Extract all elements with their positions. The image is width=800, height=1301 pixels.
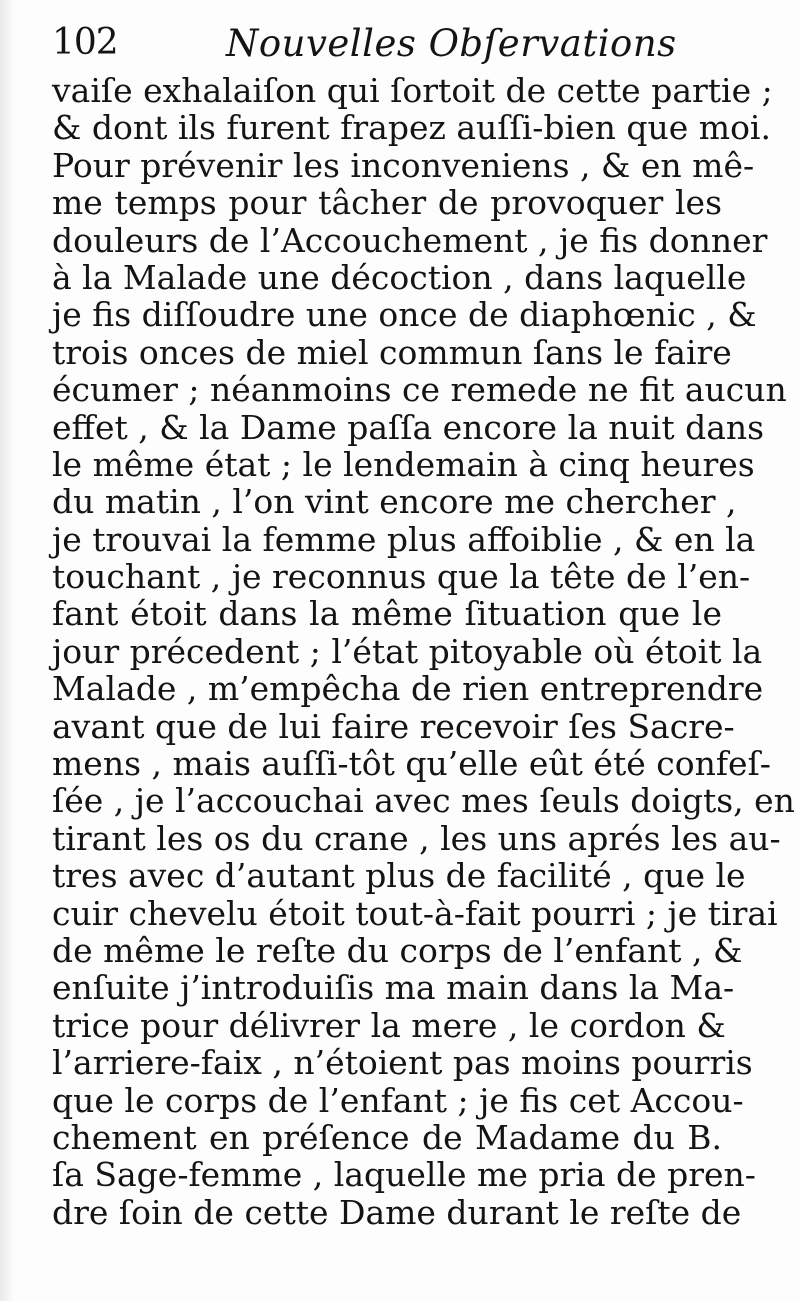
text-line: chement en préſence de Madame du B. xyxy=(52,1117,722,1157)
text-line: Pour prévenir les inconveniens , & en mê- xyxy=(52,145,755,185)
text-line: vaiſe exhalaiſon qui ſortoit de cette partie ; xyxy=(52,71,773,110)
page-number: 102 xyxy=(52,22,118,63)
text-line: mens , mais auſſi-tôt qu’elle eût été confeſ- xyxy=(52,744,771,784)
text-line: touchant , je reconnus que la tête de l’en- xyxy=(52,557,751,597)
text-line: cuir chevelu étoit tout-à-fait pourri ; je tirai xyxy=(52,893,778,933)
text-line: Malade , m’empêcha de rien entreprendre xyxy=(52,669,764,709)
text-line: me temps pour tâcher de provoquer les xyxy=(52,183,722,223)
text-line: tres avec d’autant plus de facilité , que le xyxy=(52,856,746,896)
page-header xyxy=(52,22,772,74)
text-line: enſuite j’introduiſis ma main dans la Ma- xyxy=(52,968,735,1008)
text-line: jour précedent ; l’état pitoyable où étoit la xyxy=(52,631,763,671)
body-text xyxy=(52,71,795,1232)
text-line: tirant les os du crane , les uns aprés les au- xyxy=(52,818,781,858)
text-line: le même état ; le lendemain à cinq heures xyxy=(52,444,755,484)
text-line: je trouvai la femme plus affoiblie , & en la xyxy=(52,519,756,559)
text-line: douleurs de l’Accouchement , je fis donner xyxy=(52,220,768,260)
text-line: avant que de lui faire recevoir ſes Sacre- xyxy=(52,706,735,746)
text-line: du matin , l’on vint encore me chercher , xyxy=(52,482,737,522)
text-line: ſée , je l’accouchai avec mes ſeuls doigts, en xyxy=(52,781,795,821)
text-line: trois onces de miel commun ſans le faire xyxy=(52,332,732,372)
running-title: Nouvelles Obſervations xyxy=(226,22,677,65)
text-line: de même le reſte du corps de l’enfant , & xyxy=(52,930,743,970)
text-line: effet , & la Dame paſſa encore la nuit dans xyxy=(52,407,765,447)
text-line: je fis diſſoudre une once de diaphœnic , & xyxy=(52,295,757,335)
text-line: ſa Sage-femme , laquelle me pria de pren- xyxy=(52,1155,756,1195)
text-line: trice pour délivrer la mere , le cordon & xyxy=(52,1005,726,1045)
text-line: écumer ; néanmoins ce remede ne fit aucun xyxy=(52,370,787,410)
text-line: dre ſoin de cette Dame durant le reſte de xyxy=(52,1192,742,1232)
page-gutter-shadow xyxy=(0,0,14,1301)
text-line: & dont ils furent frapez auſſi-bien que moi. xyxy=(52,108,771,148)
text-line: l’arriere-faix , n’étoient pas moins pourris xyxy=(52,1043,753,1083)
text-line: fant étoit dans la même ſituation que le xyxy=(52,594,722,634)
text-line: à la Malade une décoction , dans laquelle xyxy=(52,257,747,297)
text-line: que le corps de l’enfant ; je fis cet Accou- xyxy=(52,1080,744,1120)
